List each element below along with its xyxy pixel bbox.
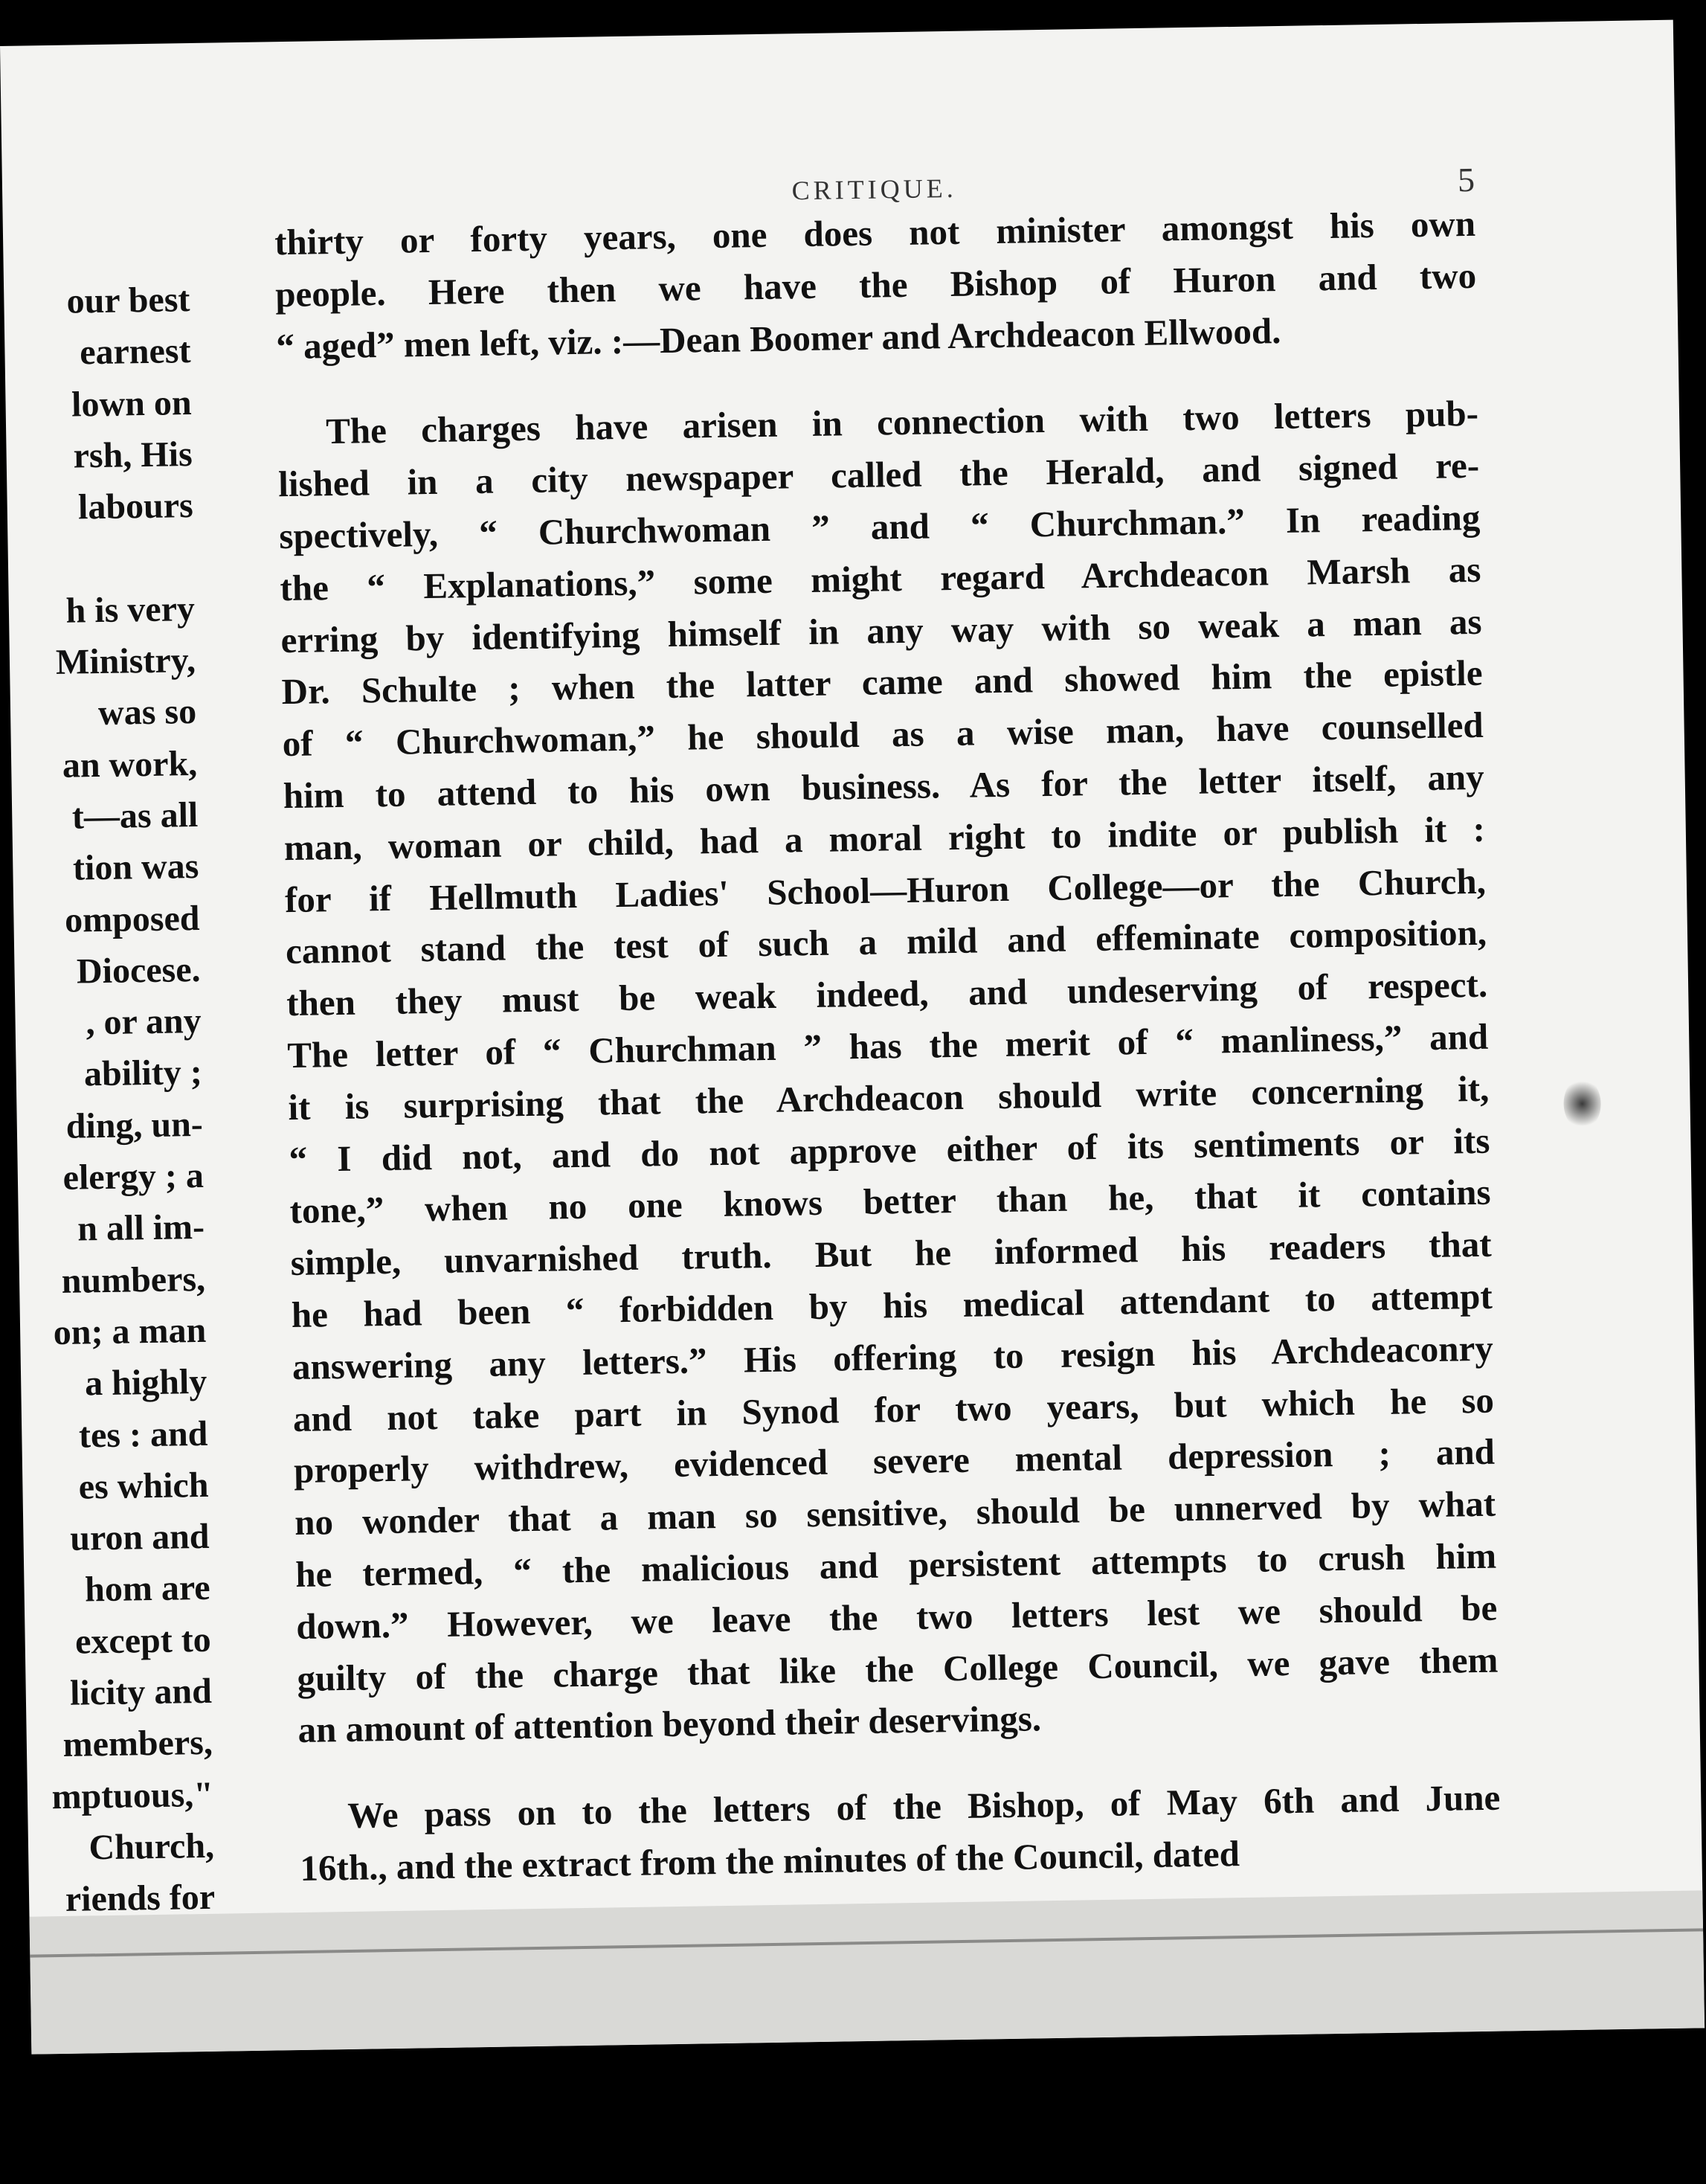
text-line: man, woman or child, had a moral right to indite or publish it : <box>283 808 1486 868</box>
text-line: cannot stand the test of such a mild and effeminate composition, <box>285 912 1487 972</box>
left-column-line: es which <box>78 1465 209 1507</box>
left-column-line: earnest <box>79 331 191 373</box>
text-line: it is surprising that the Archdeacon should write concerning it, <box>288 1067 1490 1128</box>
text-line: answering any letters.” His offering to resign his Archdeaconry <box>292 1327 1494 1387</box>
text-line: guilty of the charge that like the College Council, we gave them <box>297 1639 1499 1699</box>
left-column-line: was so <box>97 692 197 733</box>
paragraph <box>299 1772 1501 1895</box>
running-title: CRITIQUE. <box>791 173 957 206</box>
text-line: an amount of attention beyond their deservings. <box>297 1698 1042 1751</box>
ink-smudge <box>1563 1077 1601 1130</box>
text-line: no wonder that a man so sensitive, should be unnerved by what <box>294 1483 1496 1544</box>
text-line: of “ Churchwoman,” he should as a wise man, have counselled <box>282 704 1484 765</box>
text-line: he had been “ forbidden by his medical attendant to attempt <box>291 1275 1493 1335</box>
text-line: Dr. Schulte ; when the latter came and showed him the epistle <box>281 652 1483 713</box>
left-column-line: labours <box>77 486 194 527</box>
page-number: 5 <box>1457 160 1475 199</box>
left-column-fragment <box>4 274 216 1926</box>
text-line: him to attend to his own business. As for the letter itself, any <box>283 756 1485 817</box>
left-column-line: riends for <box>65 1877 216 1920</box>
left-column-line: hom are <box>84 1568 211 1610</box>
paragraph <box>274 198 1478 373</box>
scanned-page <box>0 20 1705 2055</box>
left-column-line: an work, <box>62 743 198 786</box>
left-column-line: h is very <box>65 588 196 631</box>
left-column-line: uron and <box>69 1516 210 1558</box>
text-line: people. Here then we have the Bishop of Huron and two <box>274 254 1477 315</box>
left-column-line: ability ; <box>83 1053 203 1094</box>
text-line: for if Hellmuth Ladies' School—Huron College—or the Church, <box>284 860 1487 920</box>
text-line: The letter of “ Churchman ” has the merit of “ manliness,” and <box>286 1015 1489 1076</box>
left-column-line <box>7 531 194 585</box>
text-line: down.” However, we leave the two letters lest we should be <box>295 1587 1498 1647</box>
left-column-line: n all im- <box>77 1207 205 1249</box>
scan-edge-line <box>30 1928 1703 1957</box>
main-text-column <box>274 198 1501 1895</box>
left-column-line: licity and <box>69 1671 213 1713</box>
text-line: spectively, “ Churchwoman ” and “ Churchman.” In reading <box>278 496 1481 557</box>
left-column-line: tion was <box>72 847 199 888</box>
text-line: lished in a city newspaper called the Herald, and signed re- <box>277 445 1480 505</box>
left-column-line: t—as all <box>71 794 199 837</box>
text-line: We pass on to the letters of the Bishop, of May 6th and June <box>347 1776 1501 1837</box>
left-column-line: mptuous," <box>51 1774 214 1817</box>
left-column-line: our best <box>66 280 190 321</box>
text-line: tone,” when no one knows better than he, that it contains <box>289 1172 1491 1232</box>
left-column-line: Ministry, <box>55 640 196 682</box>
left-column-line: , or any <box>86 1001 202 1043</box>
text-line: thirty or forty years, one does not minister amongst his own <box>274 202 1476 263</box>
left-column-line: elergy ; a <box>62 1155 205 1198</box>
left-column-line: Church, <box>88 1825 215 1868</box>
left-column-line: numbers, <box>61 1259 206 1301</box>
text-line: and not take part in Synod for two years, but which he so <box>292 1379 1495 1439</box>
text-line: the “ Explanations,” some might regard Archdeacon Marsh as <box>280 548 1481 608</box>
left-column-line: ding, un- <box>65 1104 204 1146</box>
text-line: 16th., and the extract from the minutes of the Council, dated <box>300 1833 1240 1889</box>
left-column-line: members, <box>62 1723 213 1765</box>
text-line: The charges have arisen in connection with two letters pub- <box>325 393 1479 452</box>
text-line: “ aged” men left, viz. :—Dean Boomer and Archdeacon Ellwood. <box>275 309 1281 367</box>
text-line: then they must be weak indeed, and undeserving of respect. <box>286 963 1488 1024</box>
paragraph <box>277 388 1499 1756</box>
left-column-line: except to <box>74 1619 212 1662</box>
left-column-line: rsh, His <box>73 434 193 476</box>
text-line: simple, unvarnished truth. But he informed his readers that <box>290 1223 1492 1284</box>
left-column-line: tes : and <box>78 1413 208 1456</box>
text-line: properly withdrew, evidenced severe mental depression ; and <box>293 1430 1496 1491</box>
text-line: he termed, “ the malicious and persistent attempts to crush him <box>294 1535 1497 1595</box>
page-bottom-margin <box>30 1890 1705 2054</box>
left-column-line: on; a man <box>53 1310 207 1353</box>
left-column-line: lown on <box>71 382 192 425</box>
text-line: erring by identifying himself in any way with so weak a man as <box>280 600 1482 661</box>
left-column-line: omposed <box>64 898 200 940</box>
left-column-line: Diocese. <box>76 949 201 992</box>
left-column-line: a highly <box>84 1362 207 1404</box>
text-line: “ I did not, and do not approve either of its sentiments or its <box>289 1120 1490 1180</box>
